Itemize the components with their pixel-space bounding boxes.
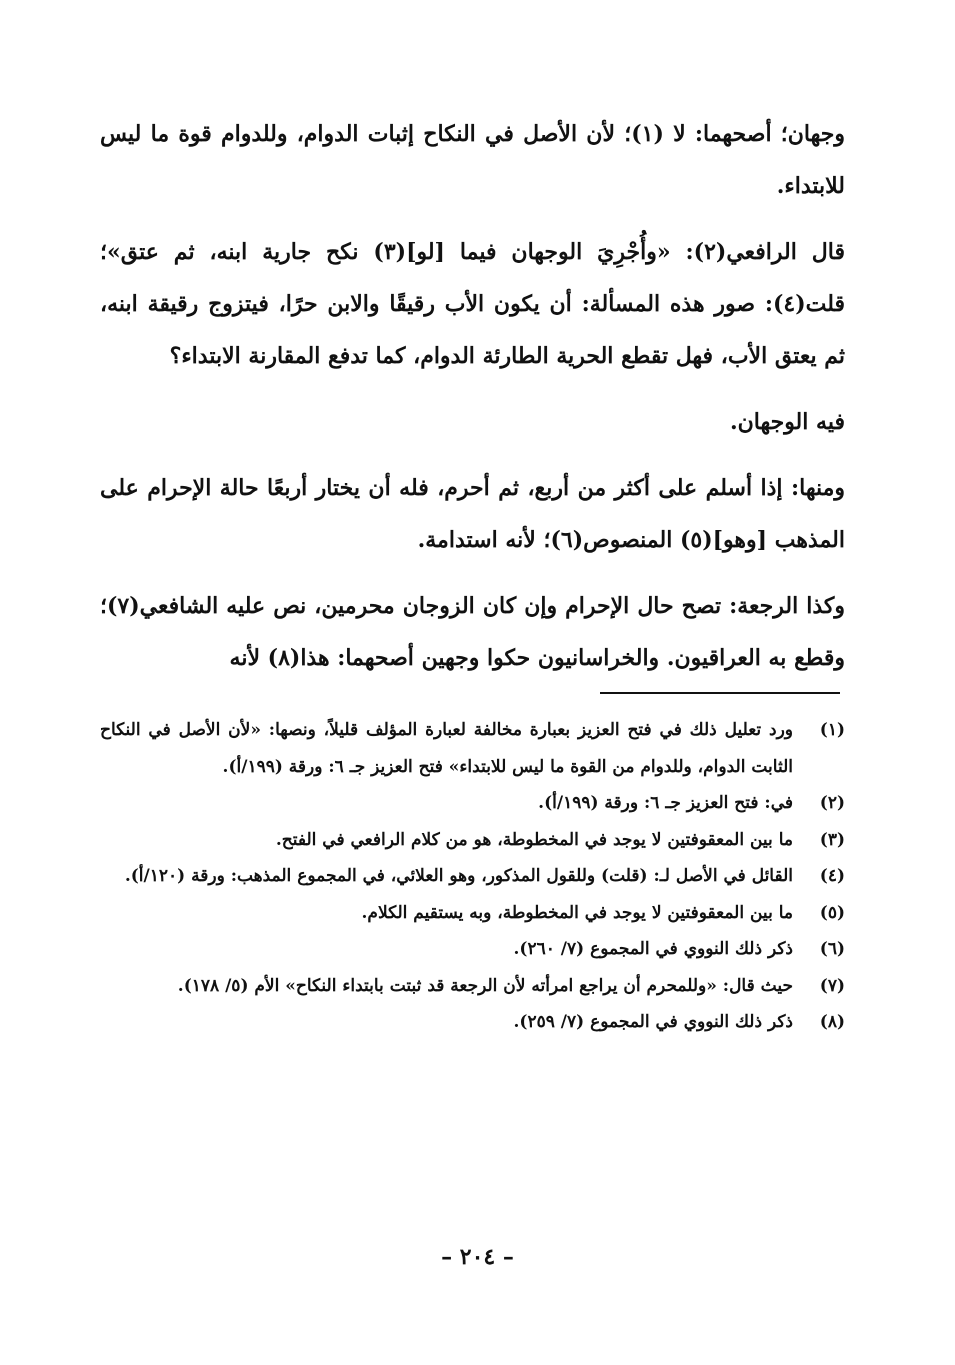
footnote-divider — [600, 692, 840, 694]
footnote-3 — [100, 822, 845, 859]
footnote-text: ذكر ذلك النووي في المجموع (٧/ ٢٥٩). — [513, 1012, 793, 1032]
footnote-6 — [100, 931, 845, 968]
footnote-text: القائل في الأصل لـ: (قلت) وللقول المذكور، وهو العلائي، في المجموع المذهب: ورقة (١٢٠/أ). — [124, 866, 793, 886]
footnote-number: (٣) — [819, 829, 845, 850]
footnote-number: (٢) — [819, 793, 845, 813]
page-number: – ٢٠٤ – — [441, 1244, 514, 1270]
footnote-number: (٧) — [819, 975, 845, 996]
footnote-text: ورد تعليل ذلك في فتح العزيز بعبارة مخالفة لعبارة المؤلف قليلاً، ونصها: «لأن الأصل في النكاح الثابت الدوام، وللدوام من القوة ما ليس للابتداء» فتح العزيز جـ ٦: ورقة (١٩٩/أ). — [100, 720, 793, 777]
footnotes — [100, 712, 845, 1041]
footnote-8 — [100, 1004, 845, 1041]
main-text — [100, 108, 845, 698]
footnote-text: ذكر ذلك النووي في المجموع (٧/ ٢٦٠). — [513, 939, 793, 959]
footnote-number: (١) — [819, 720, 845, 740]
footnote-number: (٨) — [819, 1012, 845, 1032]
footnote-4 — [100, 858, 845, 895]
paragraph-4: ومنها: إذا أسلم على أكثر من أربع، ثم أحرم، فله أن يختار أربعًا حالة الإحرام على المذهب [وهو](٥) المنصوص(٦)؛ لأنه استدامة. — [100, 475, 845, 553]
paragraph-2: قال الرافعي(٢): «وأُجْرِيَ الوجهان فيما [لو](٣) نكح جارية ابنه، ثم عتق»؛ قلت(٤): صور هذه المسألة: أن يكون الأب رقيقًا والابن حرًا، فيتزوج رقيقة ابنه، ثم يعتق الأب، فهل تقطع الحرية الطارئة الدوام، كما تدفع المقارنة الابتداء؟ — [100, 239, 845, 369]
footnote-number: (٥) — [819, 902, 845, 923]
footnote-1 — [100, 712, 845, 785]
footnote-text: حيث قال: «وللمحرم أن يراجع امرأته لأن الرجعة قد ثبتت بابتداء النكاح» الأم (٥/ ١٧٨). — [177, 975, 793, 996]
paragraph-3: فيه الوجهان. — [729, 409, 845, 435]
footnote-5 — [100, 895, 845, 932]
footnote-number: (٤) — [819, 866, 845, 886]
paragraph-1: وجهان؛ أصحهما: لا (١)؛ لأن الأصل في النكاح إثبات الدوام، وللدوام قوة ما ليس للابتداء. — [100, 121, 845, 199]
footnote-text: ما بين المعقوفتين لا يوجد في المخطوطة، وبه يستقيم الكلام. — [361, 902, 793, 923]
footnote-text: ما بين المعقوفتين لا يوجد في المخطوطة، هو من كلام الرافعي في الفتح. — [275, 829, 793, 850]
paragraph-5: وكذا الرجعة: تصح حال الإحرام وإن كان الزوجان محرمين، نص عليه الشافعي(٧)؛ وقطع به العراقيون. والخراسانيون حكوا وجهين أصحهما: هذا(٨) لأنه — [100, 593, 845, 671]
footnote-7 — [100, 968, 845, 1005]
footnote-number: (٦) — [819, 939, 845, 959]
footnote-text: في: فتح العزيز جـ ٦: ورقة (١٩٩/أ). — [538, 793, 793, 813]
footnote-2 — [100, 785, 845, 822]
